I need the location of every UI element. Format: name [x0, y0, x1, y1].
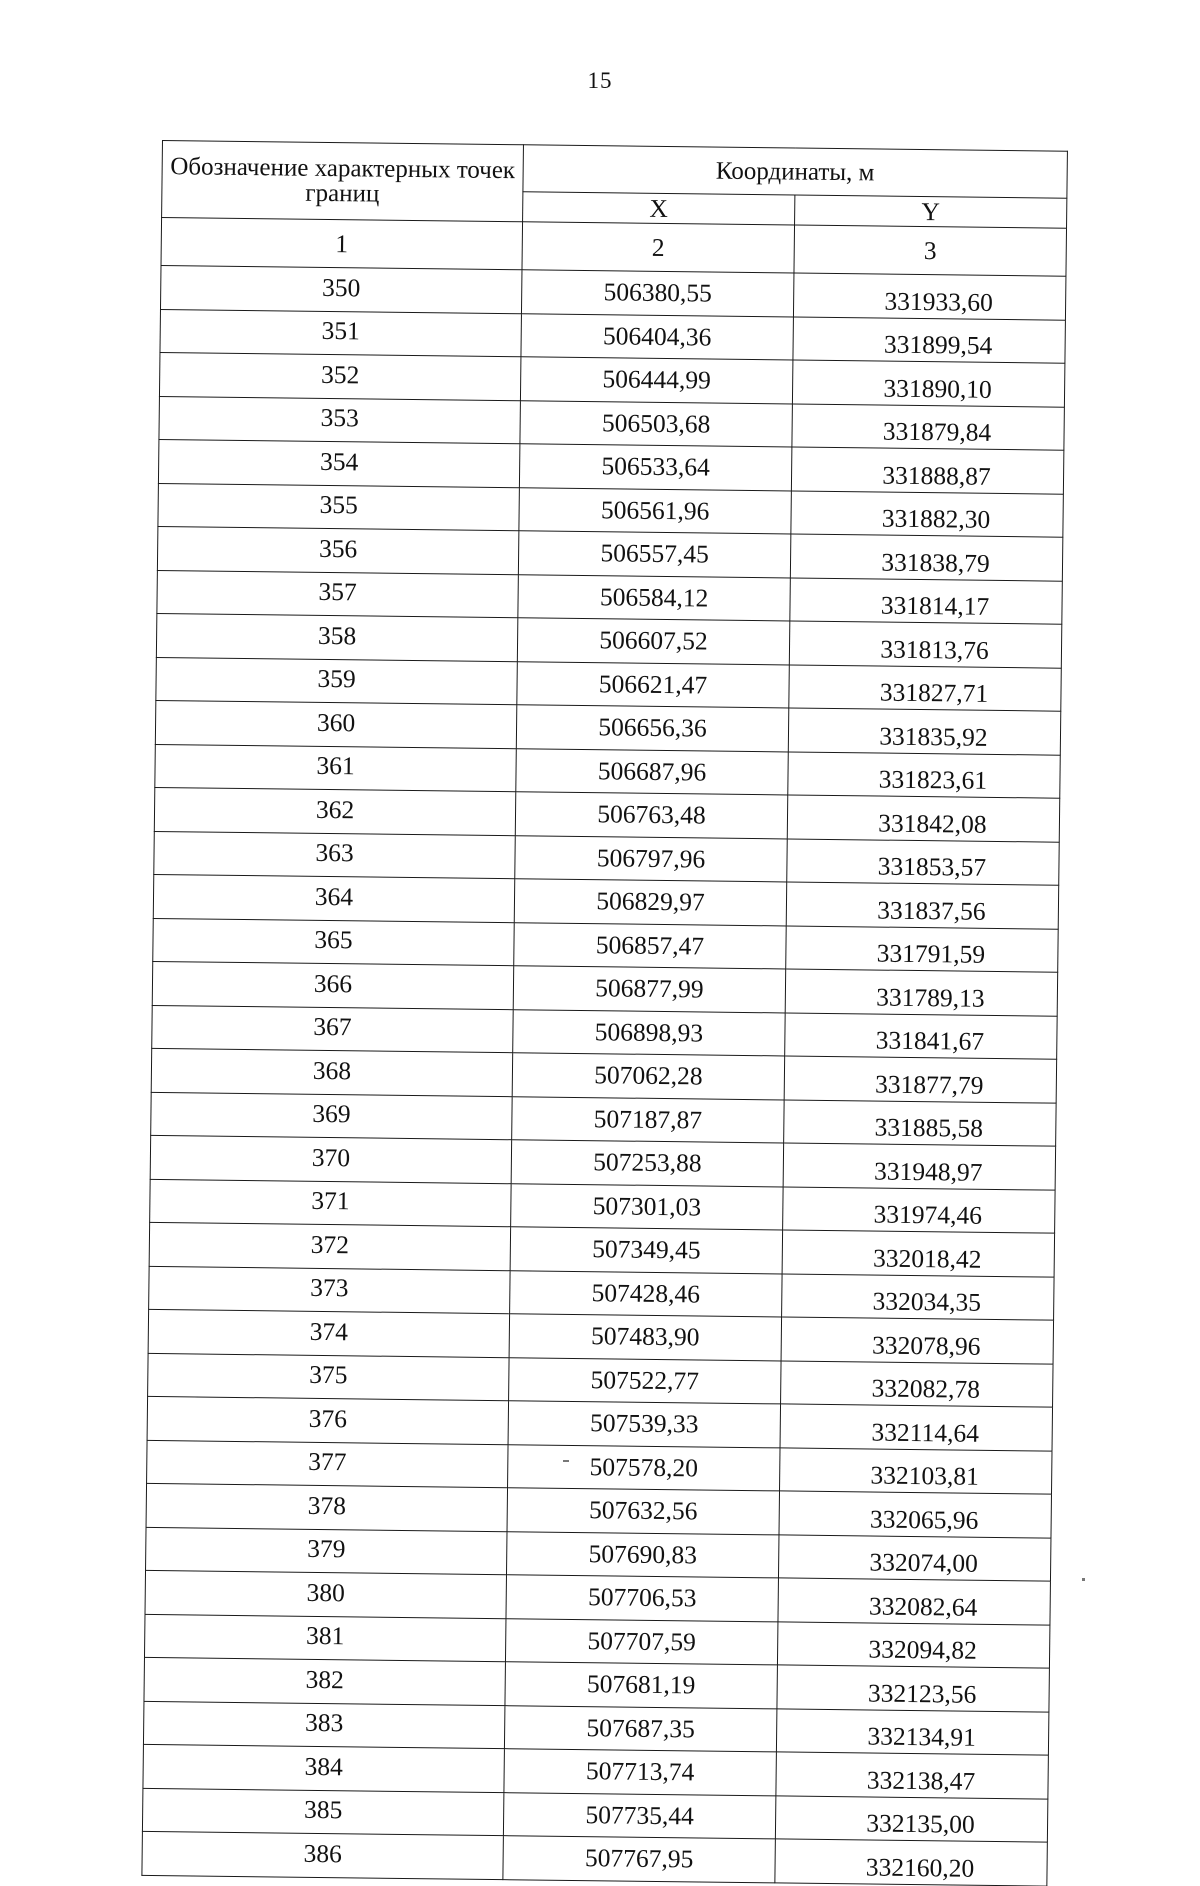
x-coordinate-cell: 507578,20	[508, 1444, 780, 1491]
y-coordinate-cell: 331823,61	[788, 751, 1061, 798]
y-coordinate-cell: 331838,79	[790, 534, 1063, 581]
y-coordinate-cell: 331933,60	[793, 273, 1066, 320]
x-coordinate-cell: 507735,44	[503, 1792, 775, 1839]
point-id-cell: 355	[158, 483, 519, 531]
x-coordinate-cell: 507349,45	[510, 1227, 782, 1274]
y-coordinate-cell: 332103,81	[780, 1447, 1053, 1494]
y-coordinate-cell: 332074,00	[778, 1534, 1051, 1581]
table-row	[142, 1831, 1047, 1885]
y-coordinate-cell: 332094,82	[777, 1621, 1050, 1668]
point-id-cell: 354	[158, 439, 519, 487]
coordinates-table	[141, 140, 1068, 1886]
y-coordinate-cell: 332138,47	[776, 1752, 1049, 1799]
x-coordinate-cell: 506584,12	[518, 574, 790, 621]
point-id-cell: 379	[146, 1527, 507, 1575]
point-id-cell: 375	[148, 1353, 509, 1401]
point-id-cell: 363	[154, 831, 515, 879]
y-coordinate-cell: 332078,96	[781, 1317, 1054, 1364]
x-coordinate-cell: 507062,28	[512, 1053, 784, 1100]
point-id-cell: 378	[146, 1483, 507, 1531]
x-coordinate-cell: 507428,46	[510, 1270, 782, 1317]
point-id-cell: 357	[157, 570, 518, 618]
point-id-cell: 364	[153, 874, 514, 922]
point-id-cell: 377	[147, 1440, 508, 1488]
point-id-cell: 361	[155, 744, 516, 792]
y-coordinate-cell: 331835,92	[788, 708, 1061, 755]
point-id-cell: 369	[151, 1092, 512, 1140]
header-x-axis: X	[523, 192, 795, 225]
point-id-cell: 359	[156, 657, 517, 705]
point-id-cell: 356	[157, 526, 518, 574]
x-coordinate-cell: 506829,97	[514, 879, 786, 926]
header-point-designation: Обозначение характерных точек границ	[162, 141, 524, 222]
header-col-number-1: 1	[161, 218, 523, 270]
point-id-cell: 371	[150, 1179, 511, 1227]
x-coordinate-cell: 506898,93	[513, 1009, 785, 1056]
x-coordinate-cell: 507187,87	[512, 1096, 784, 1143]
point-id-cell: 373	[149, 1266, 510, 1314]
x-coordinate-cell: 506797,96	[515, 835, 787, 882]
point-id-cell: 351	[160, 309, 521, 357]
y-coordinate-cell: 331827,71	[789, 664, 1062, 711]
point-id-cell: 370	[150, 1135, 511, 1183]
y-coordinate-cell: 331888,87	[791, 447, 1064, 494]
page-number: 15	[587, 68, 613, 93]
x-coordinate-cell: 507707,59	[505, 1618, 777, 1665]
x-coordinate-cell: 507681,19	[505, 1662, 777, 1709]
point-id-cell: 380	[145, 1570, 506, 1618]
y-coordinate-cell: 331885,58	[784, 1099, 1057, 1146]
point-id-cell: 386	[142, 1831, 503, 1879]
x-coordinate-cell: 506380,55	[521, 270, 793, 317]
point-id-cell: 385	[142, 1788, 503, 1836]
point-id-cell: 376	[147, 1396, 508, 1444]
y-coordinate-cell: 331974,46	[783, 1186, 1056, 1233]
y-coordinate-cell: 331791,59	[786, 925, 1059, 972]
y-coordinate-cell: 332018,42	[782, 1230, 1055, 1277]
x-coordinate-cell: 506857,47	[514, 922, 786, 969]
y-coordinate-cell: 332123,56	[777, 1665, 1050, 1712]
point-id-cell: 372	[149, 1222, 510, 1270]
point-id-cell: 366	[152, 961, 513, 1009]
point-id-cell: 384	[143, 1744, 504, 1792]
x-coordinate-cell: 506656,36	[516, 705, 788, 752]
x-coordinate-cell: 506503,68	[520, 400, 792, 447]
y-coordinate-cell: 331842,08	[787, 795, 1060, 842]
header-y-axis: Y	[795, 195, 1067, 228]
coordinates-table-wrapper	[141, 140, 1068, 1886]
y-coordinate-cell: 332034,35	[782, 1273, 1055, 1320]
table-body	[142, 265, 1066, 1885]
point-id-cell: 382	[144, 1657, 505, 1705]
point-id-cell: 367	[152, 1005, 513, 1053]
point-id-cell: 353	[159, 396, 520, 444]
x-coordinate-cell: 506533,64	[519, 444, 791, 491]
x-coordinate-cell: 507690,83	[506, 1531, 778, 1578]
point-id-cell: 368	[151, 1048, 512, 1096]
point-id-cell: 381	[144, 1614, 505, 1662]
point-id-cell: 383	[143, 1701, 504, 1749]
y-coordinate-cell: 332160,20	[775, 1839, 1048, 1886]
x-coordinate-cell: 507632,56	[507, 1488, 779, 1535]
point-id-cell: 358	[156, 613, 517, 661]
x-coordinate-cell: 506557,45	[518, 531, 790, 578]
y-coordinate-cell: 331814,17	[790, 577, 1063, 624]
y-coordinate-cell: 331882,30	[791, 490, 1064, 537]
x-coordinate-cell: 506687,96	[516, 748, 788, 795]
x-coordinate-cell: 507301,03	[511, 1183, 783, 1230]
y-coordinate-cell: 332082,64	[778, 1578, 1051, 1625]
x-coordinate-cell: 507483,90	[509, 1314, 781, 1361]
x-coordinate-cell: 507522,77	[509, 1357, 781, 1404]
y-coordinate-cell: 332114,64	[780, 1404, 1053, 1451]
point-id-cell: 352	[159, 352, 520, 400]
table-header	[161, 141, 1067, 277]
y-coordinate-cell: 331837,56	[786, 882, 1059, 929]
x-coordinate-cell: 507253,88	[511, 1140, 783, 1187]
y-coordinate-cell: 331813,76	[789, 621, 1062, 668]
header-col-number-3: 3	[794, 225, 1067, 276]
y-coordinate-cell: 332134,91	[776, 1708, 1049, 1755]
scan-speck	[1082, 1578, 1085, 1581]
x-coordinate-cell: 507706,53	[506, 1575, 778, 1622]
y-coordinate-cell: 331877,79	[784, 1056, 1057, 1103]
x-coordinate-cell: 506404,36	[521, 313, 793, 360]
point-id-cell: 350	[160, 265, 521, 313]
x-coordinate-cell: 506621,47	[517, 661, 789, 708]
y-coordinate-cell: 331841,67	[785, 1012, 1058, 1059]
x-coordinate-cell: 506607,52	[517, 618, 789, 665]
x-coordinate-cell: 507687,35	[504, 1705, 776, 1752]
y-coordinate-cell: 331853,57	[787, 838, 1060, 885]
x-coordinate-cell: 506877,99	[513, 966, 785, 1013]
y-coordinate-cell: 331890,10	[792, 360, 1065, 407]
x-coordinate-cell: 507713,74	[504, 1749, 776, 1796]
scan-speck	[563, 1460, 569, 1462]
x-coordinate-cell: 506444,99	[520, 357, 792, 404]
y-coordinate-cell: 331899,54	[793, 317, 1066, 364]
point-id-cell: 374	[148, 1309, 509, 1357]
y-coordinate-cell: 332065,96	[779, 1491, 1052, 1538]
x-coordinate-cell: 507767,95	[503, 1836, 775, 1883]
y-coordinate-cell: 331948,97	[783, 1143, 1056, 1190]
header-col-number-2: 2	[522, 222, 795, 273]
y-coordinate-cell: 331789,13	[785, 969, 1058, 1016]
point-id-cell: 362	[154, 787, 515, 835]
header-coordinates: Координаты, м	[523, 145, 1068, 198]
y-coordinate-cell: 331879,84	[792, 404, 1065, 451]
y-coordinate-cell: 332082,78	[781, 1360, 1054, 1407]
x-coordinate-cell: 507539,33	[508, 1401, 780, 1448]
x-coordinate-cell: 506763,48	[515, 792, 787, 839]
y-coordinate-cell: 332135,00	[775, 1795, 1048, 1842]
point-id-cell: 360	[155, 700, 516, 748]
x-coordinate-cell: 506561,96	[519, 487, 791, 534]
point-id-cell: 365	[153, 918, 514, 966]
